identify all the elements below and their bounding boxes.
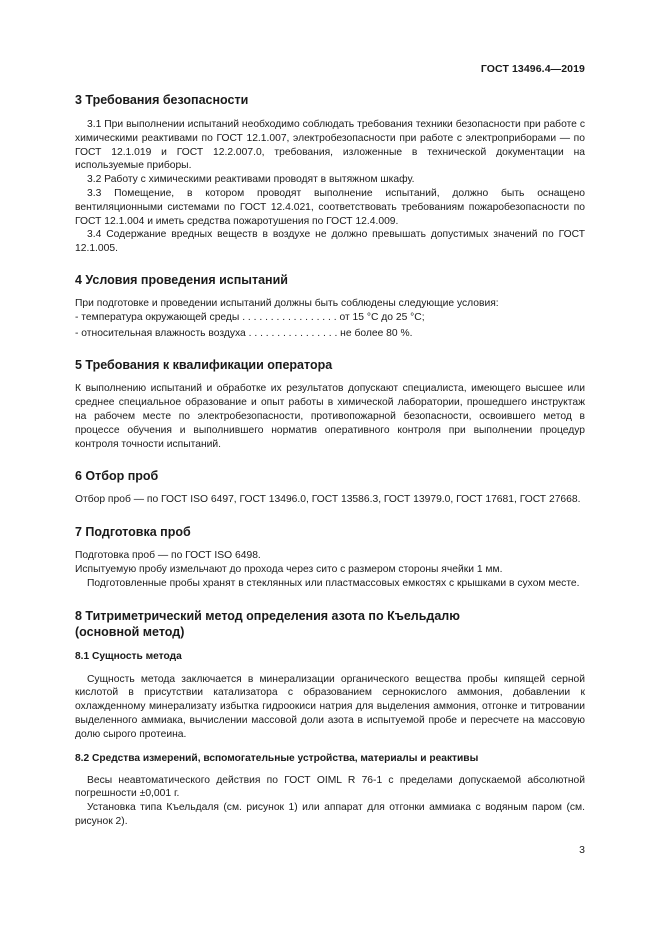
document-id-header: ГОСТ 13496.4—2019 [480, 63, 585, 75]
section-7-1: Подготовка проб — по ГОСТ ISO 6498. [75, 550, 261, 562]
section-7-title: 7 Подготовка проб [75, 525, 191, 540]
section-8-2-kjeldahl: Установка типа Къельдаля (см. рисунок 1) или аппарат для отгонки аммиака с водяным паром (см. рисунок 2). [75, 802, 585, 827]
section-8-1-title: 8.1 Сущность метода [75, 650, 182, 662]
section-5-text: К выполнению испытаний и обработке их результатов допускают специалиста, имеющего высшее или среднее специальное образование и опыт работы в химической лаборатории, прошедшего инструктаж на рабочем месте по электробезопасности, противопожарной безопасности, освоившего метод в процессе обучения и выполнившего норматив оперативного контроля при выполнении процедур контроля точности испытаний. [75, 383, 585, 450]
document-body [75, 90, 585, 829]
section-5-title: 5 Требования к квалификации оператора [75, 358, 333, 373]
page-number: 3 [579, 844, 585, 856]
section-3-4: 3.4 Содержание вредных веществ в воздухе не должно превышать допустимых значений по ГОСТ 12.1.005. [75, 229, 585, 255]
section-3-3: 3.3 Помещение, в котором проводят выполнение испытаний, должно быть оснащено вентиляционными системами по ГОСТ 12.4.021, соответствовать требованиям пожаробезопасности по ГОСТ 12.1.004 и иметь средства пожаротушения по ГОСТ 12.4.009. [75, 187, 585, 227]
section-6-text: Отбор проб — по ГОСТ ISO 6497, ГОСТ 13496.0, ГОСТ 13586.3, ГОСТ 13979.0, ГОСТ 17681, ГОСТ 27668. [75, 494, 581, 506]
section-8-2-scales: Весы неавтоматического действия по ГОСТ OIML R 76-1 с пределами допускаемой абсолютной погрешности ±0,001 г. [75, 774, 585, 800]
section-6-title: 6 Отбор проб [75, 469, 159, 484]
section-3-title: 3 Требования безопасности [75, 93, 249, 107]
section-8-1-text: Сущность метода заключается в минерализации органического вещества пробы кипящей серной кислотой в присутствии катализатора с образованием сернокислого аммония, добавлении к охлажденному минерализату избытка гидроокиси натрия для выделения аммония, отгонке и титровании выделенного аммиака, вычислении массовой доли азота в испытуемой пробе и пересчете на массовую долю сырого протеина. [75, 673, 585, 740]
section-8-title-line1: 8 Титриметрический метод определения азота по Къельдалю [75, 608, 460, 623]
section-3-2: 3.2 Работу с химическими реактивами проводят в вытяжном шкафу. [87, 174, 415, 186]
section-8-title-line2: (основной метод) [75, 624, 185, 639]
section-4-intro: При подготовке и проведении испытаний должны быть соблюдены следующие условия: [75, 297, 499, 309]
condition-humidity: - относительная влажность воздуха . . . . . . . . . . . . . . . . не более 80 %. [75, 327, 413, 339]
section-7-3: Подготовленные пробы хранят в стеклянных или пластмассовых емкостях с крышками в сухом месте. [87, 577, 580, 589]
section-4-title: 4 Условия проведения испытаний [75, 272, 288, 287]
section-3-1: 3.1 При выполнении испытаний необходимо соблюдать требования техники безопасности при работе с химическими реактивами по ГОСТ 12.1.007, электробезопасности при работе с электроприборами — по ГОСТ 12.1.019 и ГОСТ 12.2.007.0, требования, изложенные в технической документации на используемые приборы. [75, 119, 585, 172]
section-8-2-title: 8.2 Средства измерений, вспомогательные устройства, материалы и реактивы [75, 752, 479, 764]
section-7-2: Испытуемую пробу измельчают до прохода через сито с размером стороны ячейки 1 мм. [75, 563, 503, 575]
condition-temperature: - температура окружающей среды . . . . . . . . . . . . . . . . . от 15 °С до 25 °С; [75, 311, 425, 323]
